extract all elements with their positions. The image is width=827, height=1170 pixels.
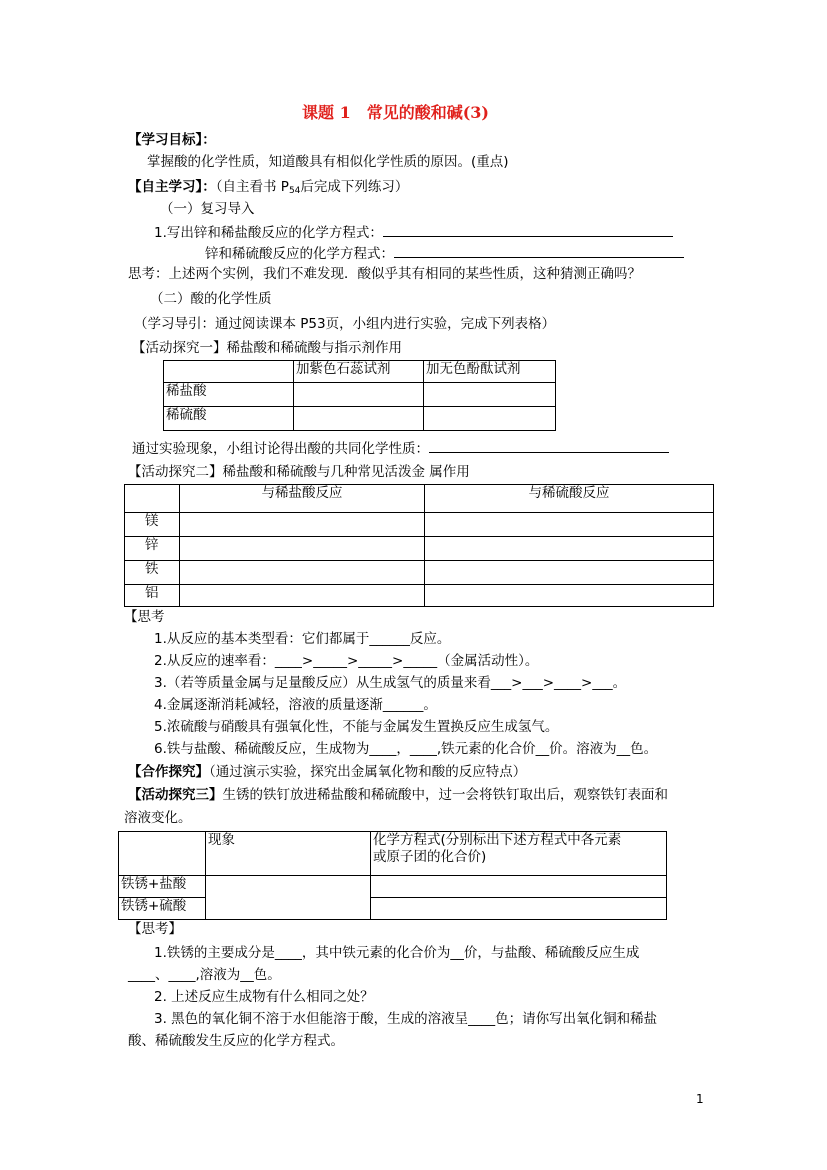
think3-item: 1.铁锈的主要成分是____，其中铁元素的化合价为__价，与盐酸、稀硫酸反应生成 (154, 945, 640, 961)
self-study-note-pre: （自主看书 P (215, 179, 289, 195)
goal-text: 掌握酸的化学性质，知道酸具有相似化学性质的原因。(重点) (147, 154, 509, 170)
table2-row-label: 铁 (125, 561, 180, 585)
self-study-note-sub: 54 (288, 186, 301, 196)
table3-cell[interactable] (371, 876, 667, 898)
table3-header-equation (371, 832, 667, 876)
think3-item: 酸、稀硫酸发生反应的化学方程式。 (128, 1033, 344, 1049)
table2-cell[interactable] (425, 537, 714, 561)
conclusion1-blank[interactable] (429, 438, 669, 453)
self-study-note-post: 后完成下列练习） (300, 179, 409, 195)
coop-heading: 【合作探究】 (128, 764, 209, 780)
think2-item: 5.浓硫酸与硝酸具有强氧化性，不能与金属发生置换反应生成氢气。 (154, 719, 559, 735)
activity3-text2: 溶液变化。 (124, 810, 192, 826)
rust-table (118, 831, 667, 920)
think2-item: 6.铁与盐酸、稀硫酸反应，生成物为____，____,铁元素的化合价__价。溶液为__色。 (154, 741, 658, 757)
coop-line (128, 763, 526, 781)
table2-row-label: 锌 (125, 537, 180, 561)
goal-heading: 【学习目标】： (128, 132, 216, 148)
activity2-heading: 【活动探究二】稀盐酸和稀硫酸与几种常见活泼金 属作用 (128, 464, 470, 480)
table2-cell[interactable] (425, 513, 714, 537)
think3-item: 2. 上述反应生成物有什么相同之处？ (154, 989, 374, 1005)
table2-cell[interactable] (425, 585, 714, 607)
table2-row-label: 镁 (125, 513, 180, 537)
table1-cell[interactable] (294, 383, 424, 407)
table1-corner (164, 361, 294, 383)
activity3-heading: 【活动探究三】 (128, 787, 223, 803)
think2-heading: 【思考 (124, 609, 165, 625)
page-number: 1 (696, 1092, 704, 1106)
q1a-text: 1.写出锌和稀盐酸反应的化学方程式： (154, 225, 383, 241)
table2-cell[interactable] (180, 561, 425, 585)
table2-header-hcl: 与稀盐酸反应 (180, 485, 425, 513)
q1a-line (154, 222, 673, 242)
table3-header-equation-line2: 或原子团的化合价) (373, 849, 487, 865)
table3-cell[interactable] (206, 876, 371, 920)
q1b-line (205, 243, 684, 263)
table2-corner (125, 485, 180, 513)
indicator-table (163, 360, 556, 431)
guide-text: （学习导引：通过阅读课本 P53页，小组内进行实验，完成下列表格） (134, 316, 556, 332)
table2-row-label: 铝 (125, 585, 180, 607)
table1-row-label: 稀盐酸 (164, 383, 294, 407)
table1-cell[interactable] (424, 407, 556, 431)
table2-cell[interactable] (425, 561, 714, 585)
part2-heading: （二）酸的化学性质 (150, 291, 272, 307)
think2-item: 4.金属逐渐消耗减轻，溶液的质量逐渐______。 (154, 697, 437, 713)
table3-row-label: 铁锈+盐酸 (119, 876, 206, 898)
table2-cell[interactable] (180, 537, 425, 561)
table2-header-h2so4: 与稀硫酸反应 (425, 485, 714, 513)
table1-header-litmus: 加紫色石蕊试剂 (294, 361, 424, 383)
think3-item: ____、____,溶液为__色。 (128, 967, 281, 983)
think3-item: 3. 黑色的氧化铜不溶于水但能溶于酸，生成的溶液呈____色；请你写出氧化铜和稀盐 (154, 1011, 658, 1027)
self-study-line (128, 178, 408, 200)
think2-item: 3.（若等质量金属与足量酸反应）从生成氢气的质量来看___>___>____>___。 (154, 675, 627, 691)
think3-heading: 【思考】 (128, 921, 182, 937)
table1-cell[interactable] (424, 383, 556, 407)
conclusion1-text: 通过实验现象，小组讨论得出酸的共同化学性质： (132, 441, 429, 457)
table2-cell[interactable] (180, 585, 425, 607)
table1-row-label: 稀硫酸 (164, 407, 294, 431)
q1a-blank[interactable] (383, 222, 673, 237)
self-study-heading: 【自主学习】： (128, 179, 216, 195)
q1b-text: 锌和稀硫酸反应的化学方程式： (205, 246, 394, 262)
table3-corner (119, 832, 206, 876)
table3-header-phenomenon: 现象 (206, 832, 371, 876)
think1-text: 思考：上述两个实例，我们不难发现．酸似乎其有相同的某些性质，这种猜测正确吗？ (128, 266, 641, 282)
table3-cell[interactable] (371, 898, 667, 920)
think2-item: 2.从反应的速率看：____>_____>_____>_____（金属活动性）。 (154, 653, 539, 669)
table3-header-equation-line1: 化学方程式(分别标出下述方程式中各元素 (373, 832, 622, 848)
activity1-heading: 【活动探究一】稀盐酸和稀硫酸与指示剂作用 (132, 340, 402, 356)
q1b-blank[interactable] (394, 243, 684, 258)
page-title: 课题 1 常见的酸和碱(3) (302, 103, 489, 122)
activity3-text1: 生锈的铁钉放进稀盐酸和稀硫酸中，过一会将铁钉取出后，观察铁钉表面和 (222, 787, 668, 803)
metal-table (124, 484, 714, 607)
table1-header-phenolphthalein: 加无色酚酞试剂 (424, 361, 556, 383)
table3-row-label: 铁锈+硫酸 (119, 898, 206, 920)
conclusion1-line (132, 438, 669, 458)
activity3-line (128, 786, 668, 804)
table2-cell[interactable] (180, 513, 425, 537)
part1-heading: （一）复习导入 (160, 201, 255, 217)
coop-text: （通过演示实验，探究出金属氧化物和酸的反应特点） (209, 764, 527, 780)
table1-cell[interactable] (294, 407, 424, 431)
think2-item: 1.从反应的基本类型看：它们都属于______反应。 (154, 631, 451, 647)
